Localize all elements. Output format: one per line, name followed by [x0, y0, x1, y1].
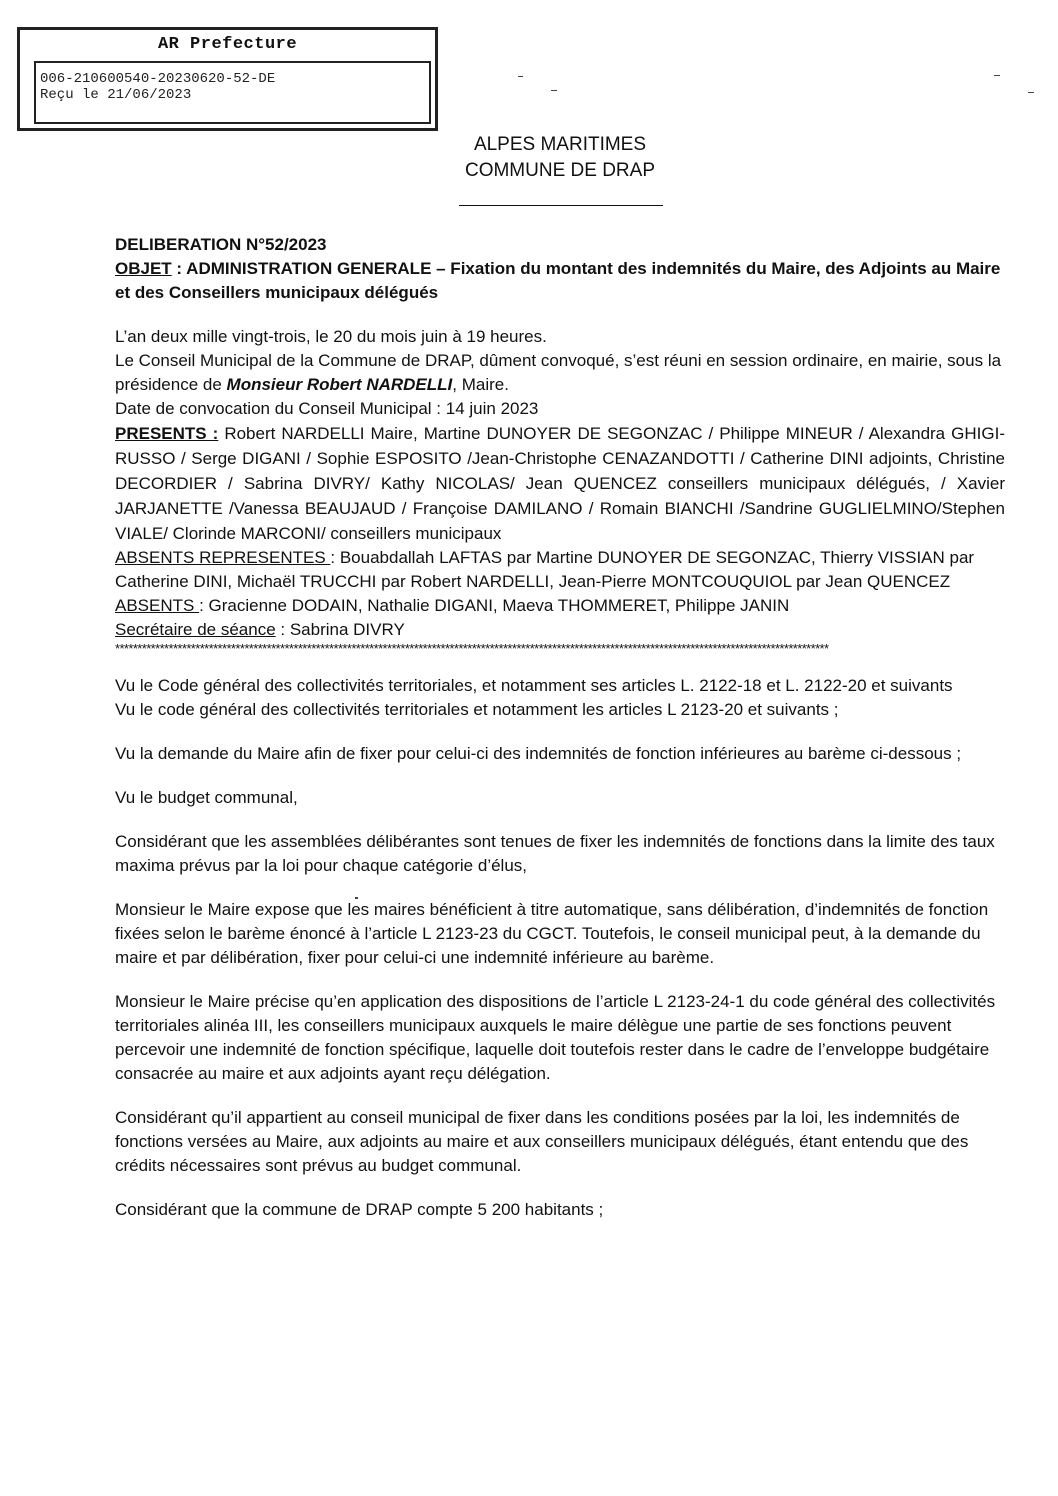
- scan-speck: [518, 76, 523, 77]
- visa-budget: Vu le budget communal,: [115, 788, 298, 807]
- spacer: [115, 1086, 1005, 1106]
- department-heading: ALPES MARITIMES: [473, 134, 647, 155]
- represented-names: : Bouabdallah LAFTAS par Martine DUNOYER DE SEGONZAC, Thierry VISSIAN par Catherine DINI, Michaël TRUCCHI par Robert NARDELLI, Jean-Pierre MONTCOUQUIOL par Jean QUENCEZ: [115, 548, 975, 591]
- secretary-label: Secrétaire de séance: [115, 620, 276, 639]
- scan-speck: [551, 90, 557, 91]
- commune-heading: COMMUNE DE DRAP: [464, 160, 655, 181]
- absents-label: ABSENTS: [115, 596, 200, 615]
- mayor-exposes: Monsieur le Maire expose que les maires bénéficient à titre automatique, sans délibération, d’indemnités de fonction fixées selon le barème énoncé à l’article L 2123-23 du CGCT. Toutefois, le conseil municipal peut, à la demande du maire et par délibération, fixer pour celui-ci une indemnité inférieure au barème.: [115, 900, 989, 967]
- session-convened: [115, 349, 1005, 397]
- secretary-line: [115, 618, 1005, 642]
- presents-list: [115, 421, 1005, 546]
- visa-cgct-l2123: Vu le code général des collectivités territoriales et notamment les articles L 2123-20 et suivants ;: [115, 700, 839, 719]
- presents-names: Robert NARDELLI Maire, Martine DUNOYER DE SEGONZAC / Philippe MINEUR / Alexandra GHIGI-RUSSO / Serge DIGANI / Sophie ESPOSITO /Jean-Christophe CENAZANDOTTI / Catherine DINI adjoints, Christine DECORDIER / Sabrina DIVRY/ Kathy NICOLAS/ Jean QUENCEZ conseillers municipaux délégués, / Xavier JARJANETTE /Vanessa BEAUJAUD / Françoise DAMILANO / Romain BIANCHI /Sandrine GUGLIELMINO/Stephen VIALE/ Clorinde MARCONI/ conseillers municipaux: [115, 424, 1005, 543]
- convened-end: , Maire.: [452, 375, 509, 394]
- absents-names: : Gracienne DODAIN, Nathalie DIGANI, Maeva THOMMERET, Philippe JANIN: [199, 596, 790, 615]
- object-text: : ADMINISTRATION GENERALE – Fixation du montant des indemnités du Maire, des Adjoints au Maire et des Conseillers municipaux délégués: [115, 259, 1001, 302]
- spacer: [115, 305, 1005, 325]
- presents-label: PRESENTS :: [115, 424, 219, 443]
- convened-text: Le Conseil Municipal de la Commune de DRAP, dûment convoqué, s’est réuni en session ordinaire, en mairie, sous la présidence de: [115, 351, 1002, 394]
- represented-label: ABSENTS REPRESENTES: [115, 548, 331, 567]
- object-label: OBJET: [115, 259, 172, 278]
- deliberation-document: [115, 233, 1005, 1222]
- spacer: [115, 766, 1005, 786]
- spacer: [115, 722, 1005, 742]
- spacer: [115, 1178, 1005, 1198]
- stamp-received-date: Reçu le 21/06/2023: [40, 87, 192, 103]
- spacer: [115, 810, 1005, 830]
- spacer: [115, 656, 1005, 674]
- session-date: L’an deux mille vingt-trois, le 20 du mois juin à 19 heures.: [115, 327, 547, 346]
- scan-speck: [1028, 92, 1034, 93]
- visa-cgct-articles: Vu le Code général des collectivités territoriales, et notamment ses articles L. 2122-18 et L. 2122-20 et suivants: [115, 676, 953, 695]
- stamp-title: AR Prefecture: [157, 35, 298, 54]
- absents-list: [115, 594, 1005, 618]
- separator-line: ****************************************************************************************************************************************************************: [115, 642, 829, 656]
- scan-speck: [994, 75, 1000, 76]
- convocation-date: Date de convocation du Conseil Municipal : 14 juin 2023: [115, 399, 539, 418]
- spacer: [115, 878, 1005, 898]
- considerant-rates: Considérant que les assemblées délibérantes sont tenues de fixer les indemnités de fonctions dans la limite des taux maxima prévus par la loi pour chaque catégorie d’élus,: [115, 832, 995, 875]
- president-name: Monsieur Robert NARDELLI: [226, 375, 453, 394]
- visa-mayor-request: Vu la demande du Maire afin de fixer pour celui-ci des indemnités de fonction inférieures au barème ci-dessous ;: [115, 744, 962, 763]
- secretary-name: : Sabrina DIVRY: [275, 620, 405, 639]
- stamp-reference: 006-210600540-20230620-52-DE: [40, 71, 276, 87]
- prefecture-stamp: [17, 27, 438, 131]
- absents-represented: [115, 546, 1005, 594]
- stamp-details: [34, 61, 431, 124]
- considerant-council: Considérant qu’il appartient au conseil municipal de fixer dans les conditions posées par la loi, les indemnités de fonctions versées au Maire, aux adjoints au maire et aux conseillers municipaux délégués, étant entendu que des crédits nécessaires sont prévus au budget communal.: [115, 1108, 969, 1175]
- mayor-specifies: Monsieur le Maire précise qu’en application des dispositions de l’article L 2123-24-1 du code général des collectivités territoriales alinéa III, les conseillers municipaux auxquels le maire délègue une partie de ses fonctions peuvent percevoir une indemnité de fonction spécifique, laquelle doit toutefois rester dans le cadre de l’enveloppe budgétaire consacrée au maire et aux adjoints ayant reçu délégation.: [115, 992, 996, 1083]
- deliberation-number: DELIBERATION N°52/2023: [115, 235, 327, 254]
- considerant-population: Considérant que la commune de DRAP compte 5 200 habitants ;: [115, 1200, 604, 1219]
- spacer: [115, 970, 1005, 990]
- header-divider: [459, 205, 663, 206]
- deliberation-object: [115, 257, 1005, 305]
